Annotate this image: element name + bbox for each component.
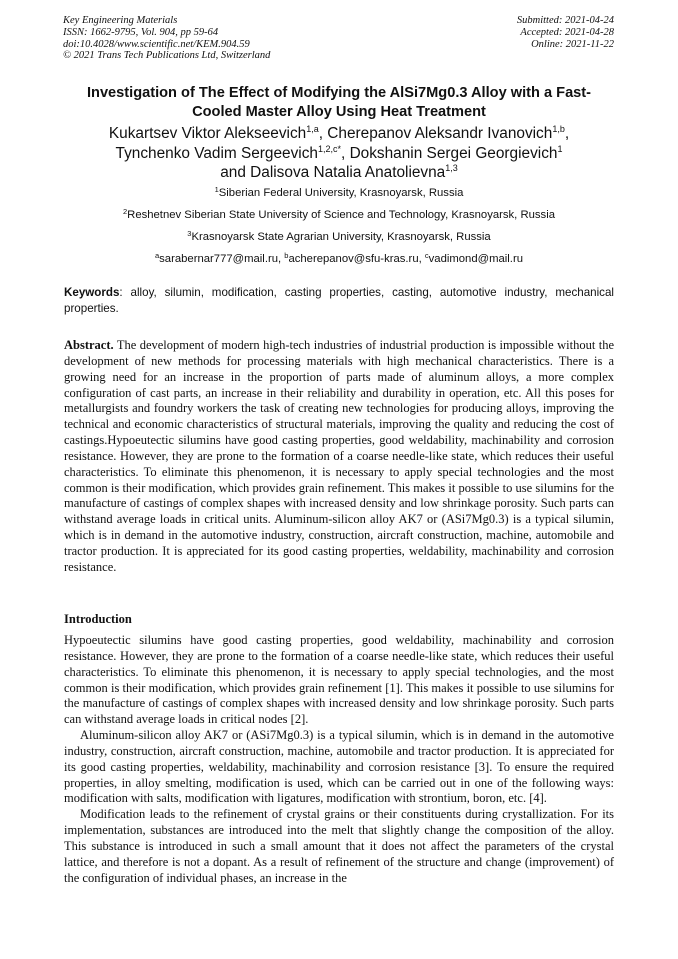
keywords-text: : alloy, silumin, modification, casting properties, casting, automotive industry, mechanical properties.: [64, 286, 614, 315]
dates-header: [517, 15, 614, 50]
online-date: Online: 2021-11-22: [531, 38, 614, 50]
author-list: Kukartsev Viktor Alekseevich$^{1,a}$, Cherepanov Aleksandr Ivanovich$^{1,b}$, Tynchenko Vadim Sergeevich$^{1,2,c*}$, Dokshanin Sergei Georgievich$^1$ and Dalisova Natalia Anatolievna$^{1,3}$: [108, 124, 570, 181]
author-name: Kukartsev Viktor Alekseevich: [108, 125, 307, 142]
journal-header: [63, 15, 270, 62]
paper-title: Investigation of The Effect of Modifying the AlSi7Mg0.3 Alloy with a Fast-Cooled Master Alloy Using Heat Treatment: [86, 85, 592, 120]
author-name: and Dalisova Natalia Anatolievna: [220, 164, 446, 181]
abstract-text: The development of modern high-tech industries of industrial production is impossible without the development of new methods for processing materials with high mechanical characteristics. There is a growing need for an increase in the proportion of parts made of aluminum alloys, a more complex configuration of cast parts, an increase in their reliability and durability in operation, etc. All this poses for metallurgists and foundry workers the task of creating new technologies for producing alloys, improving the technical and economic characteristics of structural materials, improving the quality and reducing the cost of castings.Hypoeutectic silumins have good casting properties, good weldability, machinability and corrosion resistance. However, they are prone to the formation of a coarse needle-like state, which reduces their useful characteristics. To eliminate this phenomenon, it is necessary to apply special technologies and the most common is their modification, which provides grain refinement. This makes it possible to use silumins for the manufacture of castings of complex shapes with increased density and low shrinkage porosity. Such parts can withstand average loads in critical units. Aluminum-silicon alloy AK7 or (ASi7Mg0.3) is a typical silumin, which is in demand in the automotive industry, construction, aircraft construction, machine, automobile and tractor production. It is appreciated for its good casting properties, weldability, machinability and corrosion resistance.: [64, 338, 614, 574]
author-name: Cherepanov Aleksandr Ivanovich: [327, 125, 553, 142]
doi-line: doi:10.4028/www.scientific.net/KEM.904.59: [63, 38, 250, 50]
author-name: Dokshanin Sergei Georgievich: [349, 144, 558, 162]
submitted-date: Submitted: 2021-04-24: [516, 15, 614, 26]
author-superscript: 1,a: [306, 124, 319, 134]
author-name: Tynchenko Vadim Sergeevich: [115, 144, 318, 162]
introduction-heading: Introduction: [64, 612, 132, 626]
affiliation-3: $^3$Krasnoyarsk State Agrarian University, Krasnoyarsk, Russia: [187, 229, 491, 243]
email-a: sarabernar777@mail.ru,: [159, 253, 285, 265]
keywords-section: [64, 285, 614, 317]
intro-paragraph-3: Modification leads to the refinement of crystal grains or their constituents during crystallization. For its implementation, substances are introduced into the melt that slightly change the composition of the alloy. This substance is introduced in such a small amount that it does not affect the parameters of the crystal lattice, and therefore is not a dopant. As a result of refinement of the structure and change (improvement) of the configuration of individual phases, an increase in the: [64, 807, 614, 885]
intro-paragraph-1: Hypoeutectic silumins have good casting properties, good weldability, machinability and corrosion resistance. However, they are prone to the formation of a coarse needle-like state, which reduces their useful characteristics. To eliminate this phenomenon, it is necessary to apply special technologies, and the most common is their modification, which provides grain refinement [1]. This makes it possible to use silumins for the manufacture of castings of complex shapes with increased density and low shrinkage porosity. Such parts can withstand average loads in critical nodes [2].: [64, 633, 614, 727]
email-b: acherepanov@sfu-kras.ru,: [288, 253, 425, 265]
email-line: $^a$sarabernar777@mail.ru, $^b$acherepanov@sfu-kras.ru, $^c$vadimond@mail.ru: [154, 251, 523, 265]
copyright-line: © 2021 Trans Tech Publications Ltd, Switzerland: [63, 50, 271, 62]
affiliation-1: $^1$Siberian Federal University, Krasnoyarsk, Russia: [214, 185, 464, 199]
abstract-label: Abstract.: [64, 338, 114, 352]
author-superscript: 1,2,c*: [317, 143, 341, 154]
intro-paragraph-2: Aluminum-silicon alloy AK7 or (ASi7Mg0.3) is a typical silumin, which is in demand in the automotive industry, construction, aircraft construction, machine, automobile and tractor production. It is appreciated for its good casting properties, weldability, machinability and corrosion resistance [3]. To ensure the required properties, in alloy smelting, modification is used, which can be carried out in one of the following ways: modification with salts, modification with ligatures, modification with strontium, boron, etc. [4].: [64, 728, 614, 806]
accepted-date: Accepted: 2021-04-28: [520, 26, 614, 38]
journal-name: Key Engineering Materials: [63, 15, 178, 26]
introduction-body: [64, 633, 614, 887]
email-c: vadimond@mail.ru: [428, 253, 523, 265]
author-superscript: 1,b: [552, 124, 565, 134]
affiliation-2: $^2$Reshetnev Siberian State University of Science and Technology, Krasnoyarsk, Russia: [122, 207, 555, 221]
keywords-label: Keywords: [64, 286, 120, 299]
abstract-section: [64, 338, 614, 576]
issn-line: ISSN: 1662-9795, Vol. 904, pp 59-64: [63, 26, 219, 38]
author-superscript: 1: [557, 143, 563, 154]
author-superscript: 1,3: [445, 163, 458, 173]
